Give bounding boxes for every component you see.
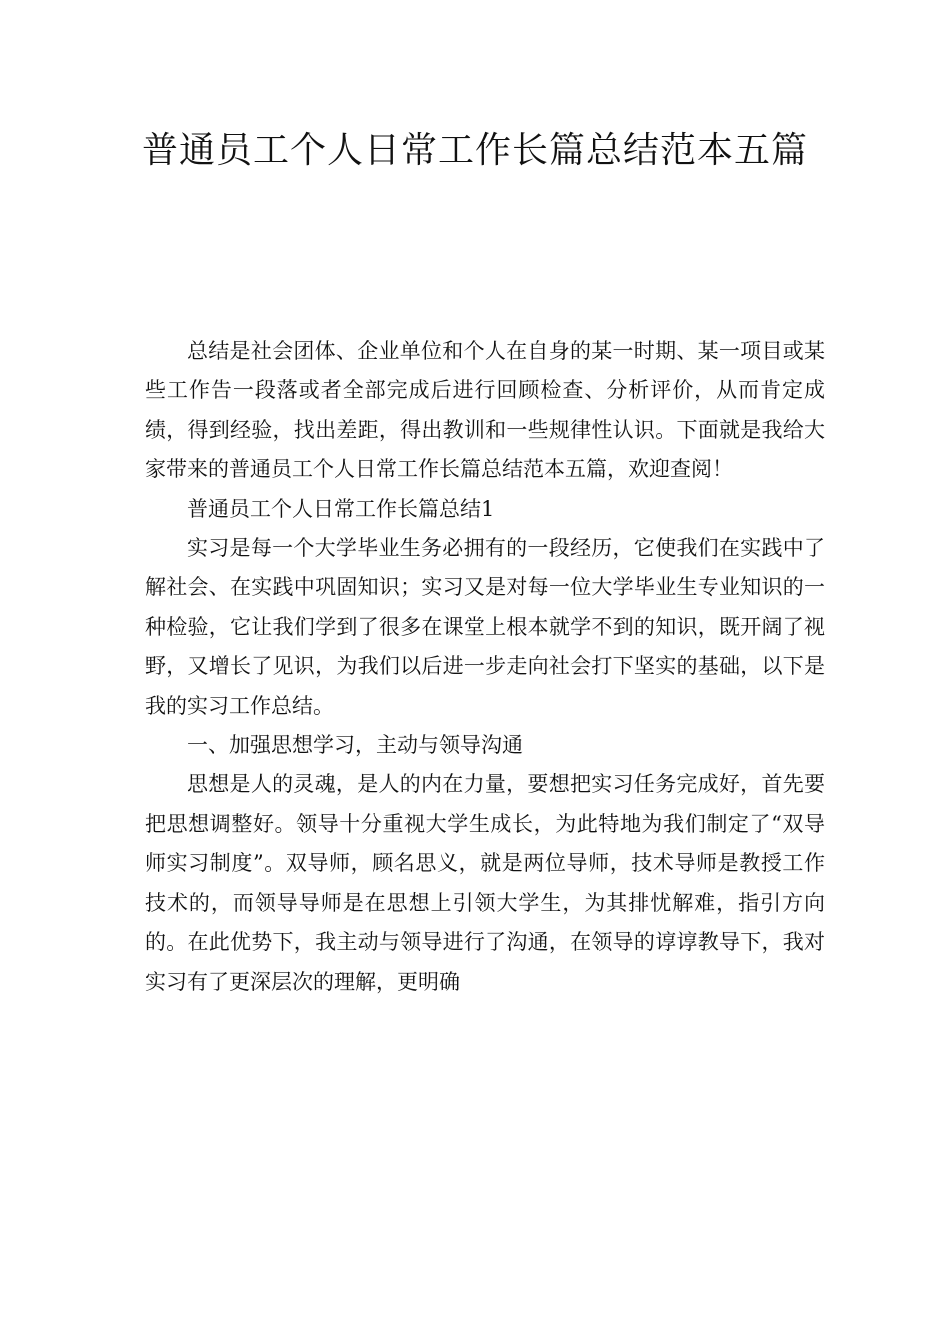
subheading-thought-study: 一、加强思想学习，主动与领导沟通 bbox=[187, 733, 523, 758]
section-heading-1: 普通员工个人日常工作长篇总结1 bbox=[187, 496, 495, 521]
intro-paragraph: 总结是社会团体、企业单位和个人在自身的某一时期、某一项目或某些工作告一段落或者全部完成后进行回顾检查、分析评价，从而肯定成绩，得到经验，找出差距，得出教训和一些规律性认识。下面就是我给大家带来的普通员工个人日常工作长篇总结范本五篇，欢迎查阅！ bbox=[145, 339, 825, 482]
paragraph-thought: 思想是人的灵魂，是人的内在力量，要想把实习任务完成好，首先要把思想调整好。领导十分重视大学生成长，为此特地为我们制定了“双导师实习制度”。双导师，顾名思义，就是两位导师，技术导师是教授工作技术的，而领导导师是在思想上引领大学生，为其排忧解难，指引方向的。在此优势下，我主动与领导进行了沟通，在领导的谆谆教导下，我对实习有了更深层次的理解，更明确 bbox=[145, 772, 825, 994]
document-body bbox=[145, 332, 825, 1002]
paragraph-internship: 实习是每一个大学毕业生务必拥有的一段经历，它使我们在实践中了解社会、在实践中巩固知识；实习又是对每一位大学毕业生专业知识的一种检验，它让我们学到了很多在课堂上根本就学不到的知识，既开阔了视野，又增长了见识，为我们以后进一步走向社会打下坚实的基础，以下是我的实习工作总结。 bbox=[145, 536, 825, 718]
document-title: 普通员工个人日常工作长篇总结范本五篇 bbox=[141, 130, 808, 171]
